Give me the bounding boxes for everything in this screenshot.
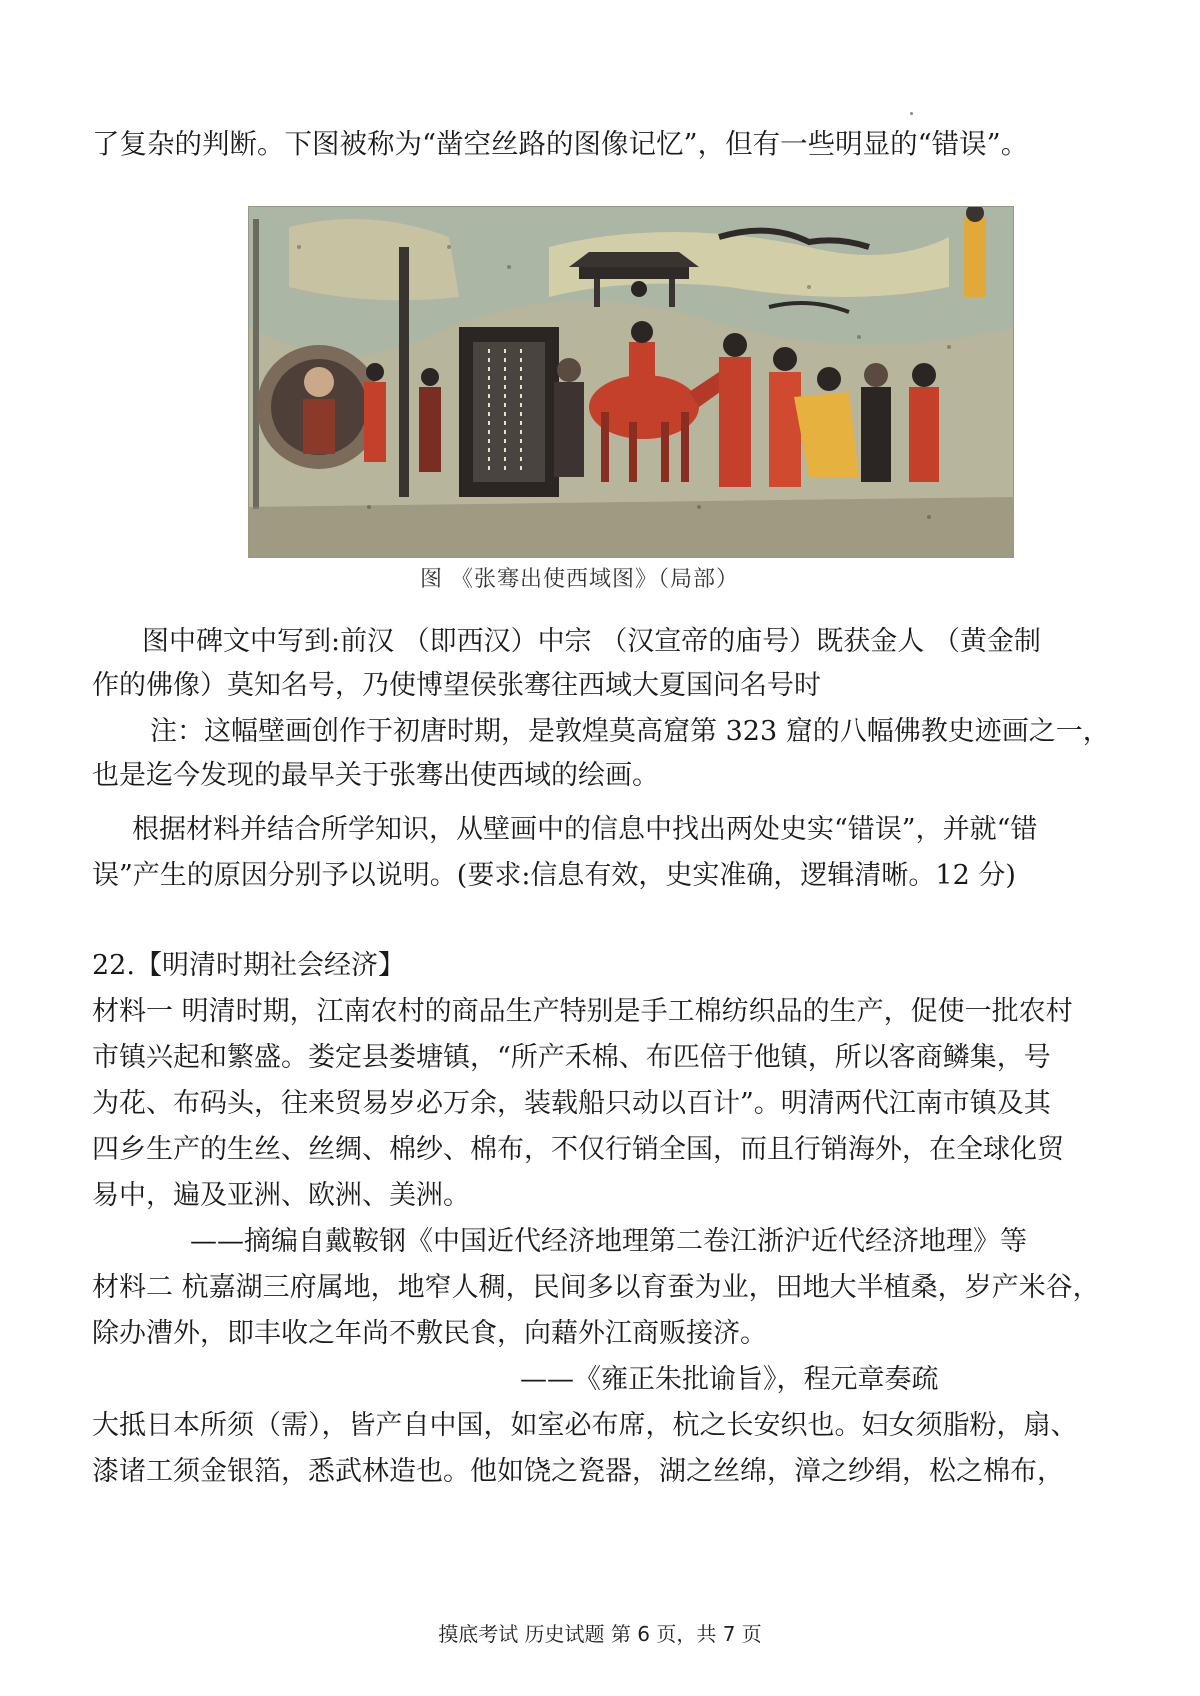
question-21-line-2: 误”产生的原因分别予以说明。(要求:信息有效，史实准确，逻辑清晰。12 分) [92,860,1016,891]
inscription-text-line-2: 作的佛像）莫知名号，乃使博望侯张骞往西域大夏国问名号时 [92,670,821,701]
material-1-line-4: 四乡生产的生丝、丝绸、棉纱、棉布，不仅行销全国，而且行销海外，在全球化贸 [92,1134,1064,1165]
material-1-source: ——摘编自戴鞍钢《中国近代经济地理第二卷江浙沪近代经济地理》等 [190,1226,1027,1257]
question-22-heading: 22.【明清时期社会经济】 [92,950,405,981]
material-3-line-2: 漆诸工须金银箔，悉武林造也。他如饶之瓷器，湖之丝绵，漳之纱绢，松之棉布， [92,1456,1064,1487]
page-footer: 摸底考试 历史试题 第 6 页，共 7 页 [438,1622,762,1646]
material-2-line-1: 材料二 杭嘉湖三府属地，地窄人稠，民间多以育蚕为业，田地大半植桑，岁产米谷， [92,1272,1100,1303]
material-1-line-2: 市镇兴起和繁盛。娄定县娄塘镇，“所产禾棉、布匹倍于他镇，所以客商鳞集，号 [92,1042,1051,1073]
intro-text: 了复杂的判断。下图被称为“凿空丝路的图像记忆”，但有一些明显的“错误”。 [92,128,1029,160]
material-2-source: ——《雍正朱批谕旨》，程元章奏疏 [520,1364,939,1395]
inscription-text-line-1: 图中碑文中写到:前汉 （即西汉）中宗 （汉宣帝的庙号）既获金人 （黄金制 [142,626,1041,657]
material-1-line-3: 为花、布码头，往来贸易岁必万余，装载船只动以百计”。明清两代江南市镇及其 [92,1088,1051,1119]
mural-figure [248,206,1014,558]
mural-image [249,207,1013,557]
figure-caption: 图 《张骞出使西域图》（局部） [420,567,739,592]
note-text-line-2: 也是迄今发现的最早关于张骞出使西域的绘画。 [92,760,659,791]
material-3-line-1: 大抵日本所须（需），皆产自中国，如室必布席，杭之长安织也。妇女须脂粉，扇、 [92,1410,1078,1441]
material-1-line-1: 材料一 明清时期，江南农村的商品生产特别是手工棉纺织品的生产，促使一批农村 [92,996,1073,1027]
speck [910,112,913,115]
material-1-line-5: 易中，遍及亚洲、欧洲、美洲。 [92,1180,470,1211]
material-2-line-2: 除办漕外，即丰收之年尚不敷民食，向藉外江商贩接济。 [92,1318,767,1349]
note-text-line-1: 注：这幅壁画创作于初唐时期，是敦煌莫高窟第 323 窟的八幅佛教史迹画之一， [150,716,1110,747]
question-21-line-1: 根据材料并结合所学知识，从壁画中的信息中找出两处史实“错误”，并就“错 [132,814,1038,845]
